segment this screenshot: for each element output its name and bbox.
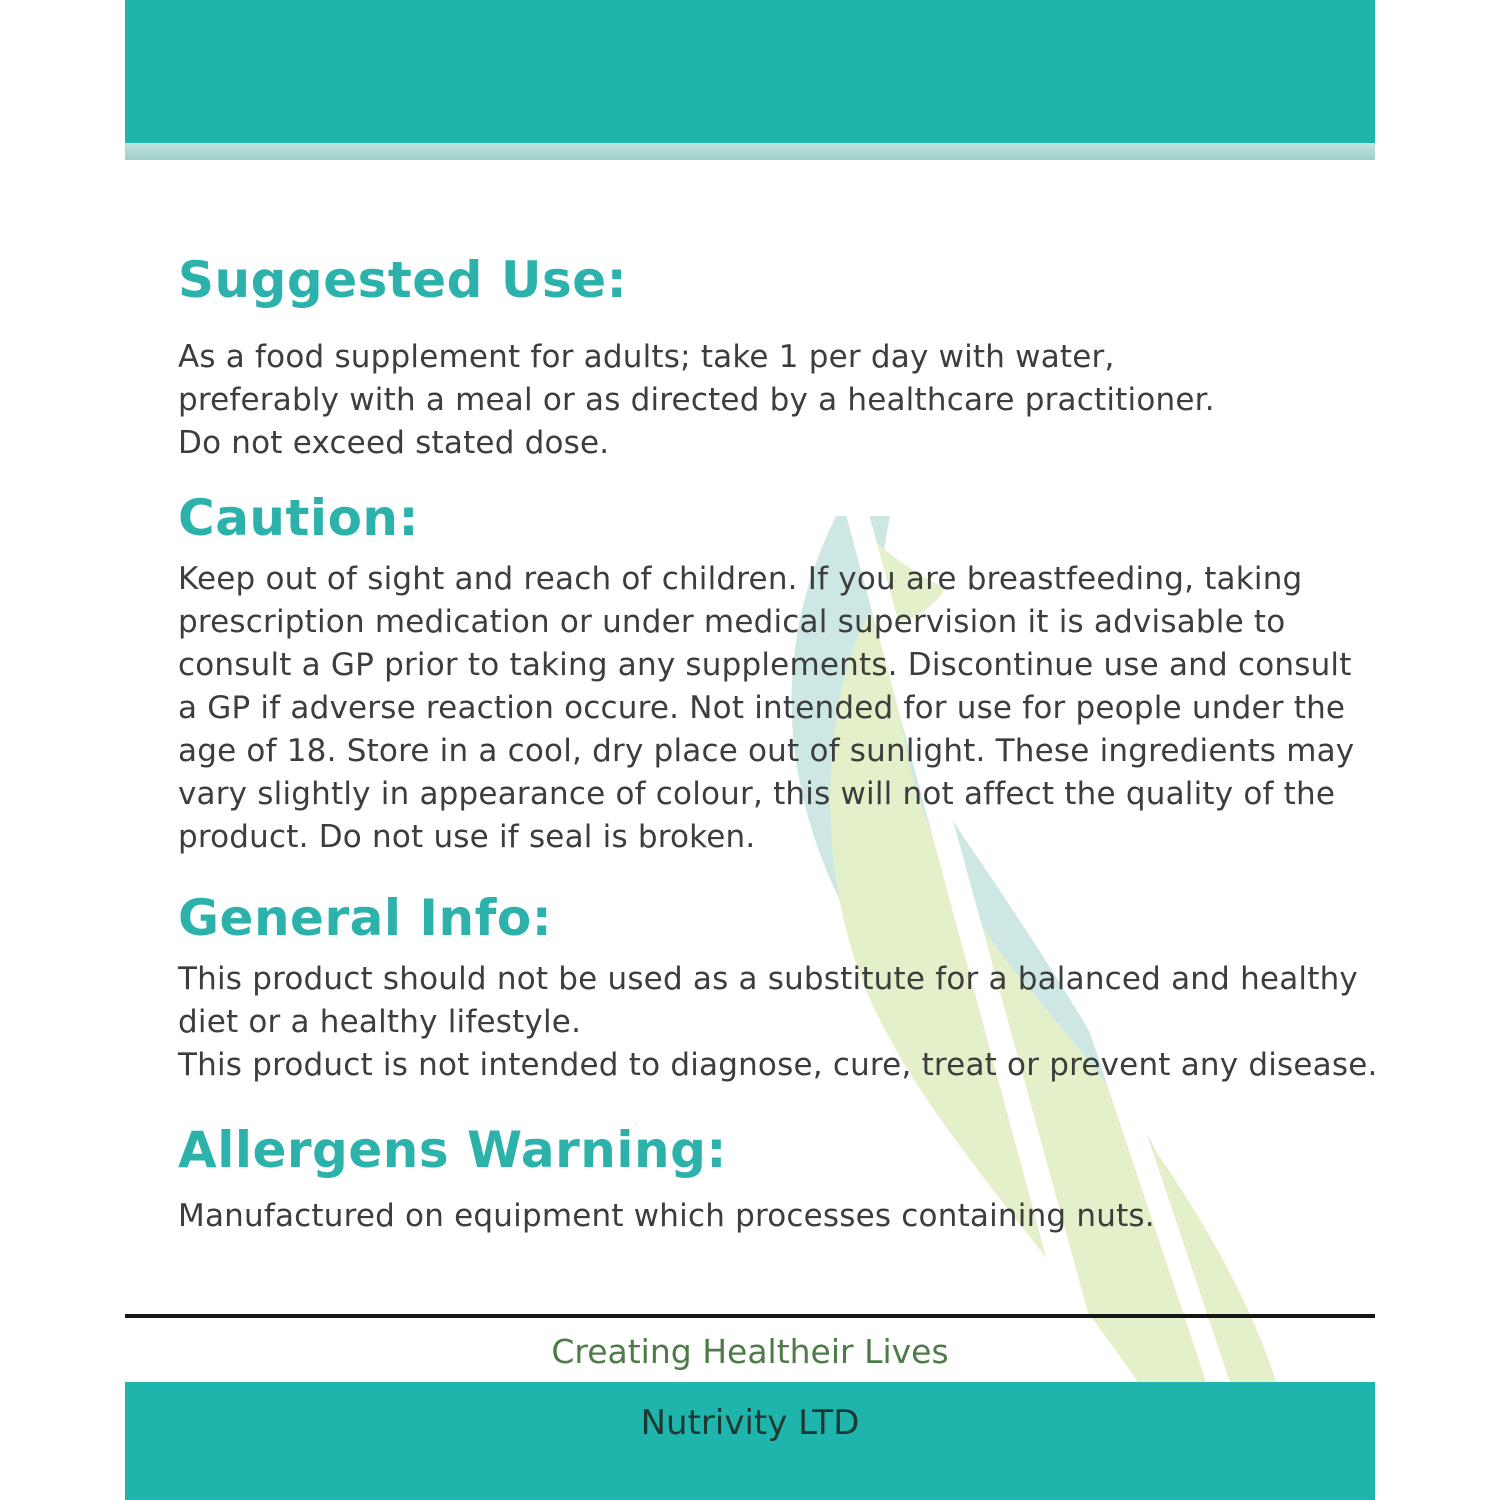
section-heading-suggested-use: Suggested Use: [178,251,628,309]
text-line: Keep out of sight and reach of children. If you are breastfeeding, taking [178,561,1303,597]
allergens-warning-paragraph [178,1195,1155,1238]
text-line: age of 18. Store in a cool, dry place out of sunlight. These ingredients may [178,733,1355,769]
text-line: diet or a healthy lifestyle. [178,1004,582,1040]
text-line: This product should not be used as a substitute for a balanced and healthy [178,961,1358,997]
text-line: prescription medication or under medical supervision it is advisable to [178,604,1286,640]
text-line: As a food supplement for adults; take 1 per day with water, [178,339,1115,375]
text-line: Manufactured on equipment which processes containing nuts. [178,1198,1155,1234]
text-line: product. Do not use if seal is broken. [178,819,756,855]
footer-teal-band [125,1382,1375,1500]
text-line: a GP if adverse reaction occure. Not intended for use for people under the [178,690,1346,726]
company-name: Nutrivity LTD [640,1403,860,1443]
tagline-text: Creating Healtheir Lives [551,1332,949,1371]
caution-paragraph [178,558,1354,859]
text-line: preferably with a meal or as directed by a healthcare practitioner. [178,382,1215,418]
general-info-paragraph [178,958,1378,1087]
suggested-use-paragraph [178,336,1215,465]
text-line: vary slightly in appearance of colour, this will not affect the quality of the [178,776,1336,812]
text-line: Do not exceed stated dose. [178,425,610,461]
section-heading-general-info: General Info: [178,889,553,947]
footer-divider-line [125,1314,1375,1318]
section-heading-allergens-warning: Allergens Warning: [178,1121,727,1179]
text-line: consult a GP prior to taking any supplements. Discontinue use and consult [178,647,1352,683]
text-line: This product is not intended to diagnose, cure, treat or prevent any disease. [178,1047,1378,1083]
section-heading-caution: Caution: [178,489,420,547]
